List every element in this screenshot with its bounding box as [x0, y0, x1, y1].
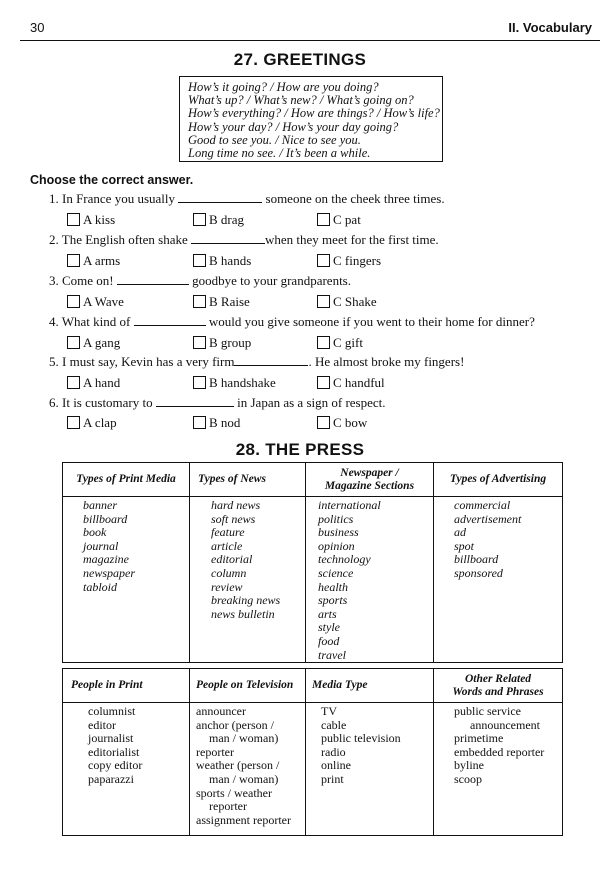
checkbox[interactable]	[317, 416, 330, 429]
list-item: style	[318, 620, 340, 635]
checkbox[interactable]	[193, 254, 206, 267]
phrase-line: How’s it going? / How are you doing?	[188, 80, 379, 94]
list-item: reporter	[196, 744, 234, 759]
list-item: reporter	[209, 799, 247, 814]
phrase-line: What’s up? / What’s new? / What’s going on?	[188, 93, 414, 108]
column-header: Other Related Words and Phrases	[434, 669, 562, 703]
list-item: spot	[454, 538, 475, 553]
option-5b[interactable]	[193, 375, 276, 391]
list-item: business	[318, 525, 359, 540]
question-2	[49, 232, 439, 248]
section-title: II. Vocabulary	[508, 20, 592, 35]
list-item: advertisement	[454, 511, 522, 526]
checkbox[interactable]	[193, 336, 206, 349]
answer-blank[interactable]	[156, 396, 234, 407]
option-1c[interactable]	[317, 212, 361, 228]
list-item: radio	[321, 744, 346, 759]
option-4c[interactable]	[317, 335, 363, 351]
list-item: health	[318, 579, 348, 594]
list-item: science	[318, 565, 354, 580]
option-label: C bow	[333, 415, 368, 430]
checkbox[interactable]	[67, 376, 80, 389]
option-label: A kiss	[83, 212, 116, 227]
option-3c[interactable]	[317, 294, 377, 310]
list-item: anchor (person /	[196, 717, 274, 732]
question-text: . He almost broke my fingers!	[308, 354, 465, 369]
checkbox[interactable]	[67, 213, 80, 226]
question-4	[49, 314, 535, 330]
table-column	[190, 669, 306, 835]
option-1a[interactable]	[67, 212, 115, 228]
option-label: A gang	[83, 335, 121, 350]
list-item: weather (person /	[196, 758, 280, 773]
table-column	[434, 463, 562, 662]
option-3b[interactable]	[193, 294, 250, 310]
list-item: print	[321, 771, 344, 786]
list-item: columnist	[88, 704, 136, 718]
press-vocab-table-2	[62, 668, 563, 836]
list-item: hard news	[211, 498, 261, 512]
option-label: C gift	[333, 335, 363, 350]
question-text: 1. In France you usually	[49, 191, 176, 206]
list-item: travel	[318, 647, 346, 662]
option-label: C fingers	[333, 253, 382, 268]
option-4a[interactable]	[67, 335, 120, 351]
column-header: Types of News	[190, 463, 305, 497]
column-header: Types of Advertising	[434, 463, 562, 497]
list-item: sports / weather	[196, 785, 272, 800]
list-item: sponsored	[454, 565, 503, 580]
column-header: People in Print	[63, 669, 189, 703]
phrase-line: Good to see you. / Nice to see you.	[188, 132, 361, 147]
question-text: 5. I must say, Kevin has a very firm	[49, 354, 235, 369]
option-label: B Raise	[209, 294, 250, 309]
checkbox[interactable]	[317, 376, 330, 389]
list-item: international	[318, 498, 381, 512]
exercise-instruction: Choose the correct answer.	[30, 173, 194, 187]
list-item: magazine	[83, 552, 129, 567]
answer-blank[interactable]	[234, 355, 308, 366]
option-label: C handful	[333, 375, 385, 390]
list-item: primetime	[454, 731, 504, 746]
option-label: B handshake	[209, 375, 276, 390]
list-item: TV	[321, 704, 337, 718]
question-text: would you give someone if you went to their home for dinner?	[208, 314, 535, 329]
checkbox[interactable]	[317, 336, 330, 349]
list-item: embedded reporter	[454, 744, 545, 759]
list-item: arts	[318, 606, 337, 621]
question-text: goodbye to your grandparents.	[192, 273, 351, 288]
question-text: 2. The English often shake	[49, 232, 188, 247]
option-1b[interactable]	[193, 212, 244, 228]
answer-blank[interactable]	[117, 274, 189, 285]
question-5	[49, 354, 464, 370]
list-item: public service	[454, 704, 521, 718]
list-item: editor	[88, 717, 116, 732]
checkbox[interactable]	[67, 416, 80, 429]
list-item: review	[211, 579, 243, 594]
option-label: B drag	[209, 212, 245, 227]
question-text: in Japan as a sign of respect.	[237, 395, 386, 410]
list-item: food	[318, 633, 340, 648]
list-item: billboard	[83, 511, 128, 526]
header-divider	[20, 40, 600, 41]
table-column	[306, 669, 434, 835]
question-text: when they meet for the first time.	[265, 232, 439, 247]
option-label: A hand	[83, 375, 121, 390]
list-item: soft news	[211, 511, 256, 526]
list-item: man / woman)	[209, 771, 279, 786]
greetings-phrase-box	[179, 76, 443, 162]
list-item: assignment reporter	[196, 812, 291, 827]
list-item: journal	[83, 538, 119, 553]
phrase-line: How’s your day? / How’s your day going?	[188, 119, 399, 134]
list-item: scoop	[454, 771, 482, 786]
checkbox[interactable]	[317, 254, 330, 267]
phrase-line: How’s everything? / How are things? / How’s life?	[188, 106, 440, 121]
option-2c[interactable]	[317, 253, 381, 269]
option-label: B nod	[209, 415, 241, 430]
list-item: announcer	[196, 704, 246, 718]
list-item: feature	[211, 525, 245, 540]
checkbox[interactable]	[193, 416, 206, 429]
column-header: Newspaper / Magazine Sections	[306, 463, 433, 497]
list-item: technology	[318, 552, 371, 567]
option-label: A clap	[83, 415, 117, 430]
press-vocab-table-1	[62, 462, 563, 663]
checkbox[interactable]	[67, 254, 80, 267]
press-heading: 28. THE PRESS	[235, 440, 365, 459]
list-item: politics	[318, 511, 354, 526]
question-text: 3. Come on!	[49, 273, 114, 288]
list-item: ad	[454, 525, 466, 540]
checkbox[interactable]	[317, 295, 330, 308]
column-header: Types of Print Media	[63, 463, 189, 497]
option-6c[interactable]	[317, 415, 367, 431]
greetings-heading: 27. GREETINGS	[233, 50, 367, 69]
option-label: A arms	[83, 253, 121, 268]
option-label: C pat	[333, 212, 361, 227]
answer-blank[interactable]	[134, 315, 206, 326]
list-item: newspaper	[83, 565, 135, 580]
list-item: billboard	[454, 552, 499, 567]
list-item: announcement	[470, 717, 540, 732]
list-item: public television	[321, 731, 401, 746]
table-column	[63, 463, 190, 662]
table-column	[306, 463, 434, 662]
list-item: sports	[318, 593, 348, 608]
option-6a[interactable]	[67, 415, 117, 431]
option-3a[interactable]	[67, 294, 124, 310]
question-1	[49, 191, 445, 207]
question-text: 6. It is customary to	[49, 395, 153, 410]
table-column	[434, 669, 562, 835]
option-5c[interactable]	[317, 375, 385, 391]
option-6b[interactable]	[193, 415, 240, 431]
list-item: paparazzi	[88, 771, 134, 786]
option-2a[interactable]	[67, 253, 120, 269]
list-item: commercial	[454, 498, 511, 512]
checkbox[interactable]	[67, 295, 80, 308]
answer-blank[interactable]	[191, 233, 265, 244]
checkbox[interactable]	[193, 295, 206, 308]
list-item: banner	[83, 498, 117, 512]
option-4b[interactable]	[193, 335, 251, 351]
list-item: breaking news	[211, 593, 281, 608]
option-5a[interactable]	[67, 375, 120, 391]
option-2b[interactable]	[193, 253, 251, 269]
question-6	[49, 395, 386, 411]
option-label: A Wave	[83, 294, 124, 309]
phrase-line: Long time no see. / It’s been a while.	[188, 146, 371, 161]
list-item: byline	[454, 758, 484, 773]
checkbox[interactable]	[193, 376, 206, 389]
table-column	[190, 463, 306, 662]
list-item: man / woman)	[209, 731, 279, 746]
checkbox[interactable]	[317, 213, 330, 226]
list-item: column	[211, 565, 247, 580]
list-item: opinion	[318, 538, 355, 553]
list-item: journalist	[88, 731, 134, 746]
list-item: news bulletin	[211, 606, 275, 621]
question-3	[49, 273, 351, 289]
table-column	[63, 669, 190, 835]
list-item: cable	[321, 717, 347, 732]
list-item: copy editor	[88, 758, 143, 773]
page-number: 30	[30, 20, 45, 35]
option-label: B hands	[209, 253, 252, 268]
option-label: C Shake	[333, 294, 377, 309]
list-item: editorialist	[88, 744, 140, 759]
list-item: online	[321, 758, 351, 773]
list-item: book	[83, 525, 107, 540]
answer-blank[interactable]	[178, 192, 262, 203]
option-label: B group	[209, 335, 252, 350]
checkbox[interactable]	[67, 336, 80, 349]
column-header: People on Television	[190, 669, 305, 703]
question-text: someone on the cheek three times.	[265, 191, 445, 206]
list-item: editorial	[211, 552, 253, 567]
list-item: article	[211, 538, 243, 553]
list-item: tabloid	[83, 579, 118, 594]
question-text: 4. What kind of	[49, 314, 131, 329]
column-header: Media Type	[306, 669, 433, 703]
checkbox[interactable]	[193, 213, 206, 226]
